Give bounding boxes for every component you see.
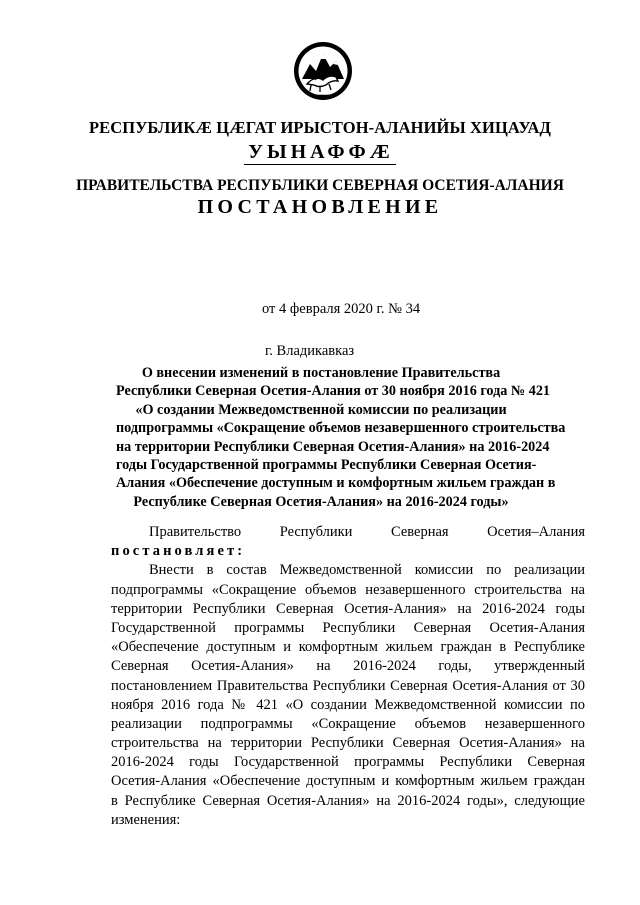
decree-date-number: от 4 февраля 2020 г. № 34 [262, 301, 421, 317]
title-line: Республике Северная Осетия-Алания» на 2016-2024 годы» [133, 493, 509, 510]
body-line: реализации подпрограммы «Сокращение объемов незавершенного [111, 715, 585, 732]
decree-title [116, 364, 566, 511]
decree-city: г. Владикавказ [265, 343, 355, 359]
body-line: Северная Осетия-Алания» на 2016-2024 годы, утвержденный [111, 658, 585, 675]
body-line: в Республике Северная Осетия-Алания» на 2016-2024 годы», следующие [111, 792, 585, 809]
doc-type-ossetian-text: УЫНАФФӔ [244, 141, 395, 165]
doc-type-russian: ПОСТАНОВЛЕНИЕ [197, 196, 443, 218]
body-line: постановлением Правительства Республики Северная Осетия-Алания от 30 [111, 677, 585, 694]
title-line: О внесении изменений в постановление Правительства [141, 365, 501, 381]
body-line: Государственной программы Республики Северная Осетия-Алания [111, 619, 585, 636]
body-line: Осетия-Алания «Обеспечение доступным и комфортным жильем граждан [111, 773, 585, 790]
title-line: Республики Северная Осетия-Алания от 30 ноября 2016 года № 421 [116, 383, 551, 400]
body-line: Внести в состав Межведомственной комиссии по реализации [149, 562, 585, 579]
coat-of-arms-emblem [293, 40, 353, 102]
body-line: территории Республики Северная Осетия-Алания» на 2016-2024 годы [111, 600, 585, 617]
title-line: годы Государственной программы Республики Северная Осетия- [116, 457, 537, 474]
doc-type-ossetian [60, 141, 580, 164]
body-line: «Обеспечение доступным и комфортным жильем граждан в Республике [111, 639, 585, 656]
body-line: строительства на территории Республики Северная Осетия-Алания» на [111, 735, 585, 752]
decree-word: постановляет: [111, 543, 246, 560]
government-name-russian: ПРАВИТЕЛЬСТВА РЕСПУБЛИКИ СЕВЕРНАЯ ОСЕТИЯ-АЛАНИЯ [76, 177, 564, 194]
body-line: изменения: [111, 811, 181, 828]
body-line: 2016-2024 годы Государственной программы Республики Северная [111, 754, 585, 771]
government-name-ossetian: РЕСПУБЛИКӔ ЦӔГАТ ИРЫСТОН-АЛАНИЙЫ ХИЦАУАД [88, 118, 551, 137]
decree-body [111, 523, 585, 830]
body-line: ноября 2016 года № 421 «О создании Межведомственной комиссии по [111, 696, 585, 713]
body-line: подпрограммы «Сокращение объемов незавершенного строительства на [111, 581, 585, 598]
title-line: на территории Республики Северная Осетия-Алания» на 2016-2024 [116, 438, 550, 455]
body-preamble: Правительство Республики Северная Осетия–Алания [149, 524, 585, 540]
title-line: «О создании Межведомственной комиссии по реализации [135, 401, 507, 418]
title-line: подпрограммы «Сокращение объемов незавершенного строительства [116, 420, 566, 437]
title-line: Алания «Обеспечение доступным и комфортным жильем граждан в [116, 475, 556, 492]
